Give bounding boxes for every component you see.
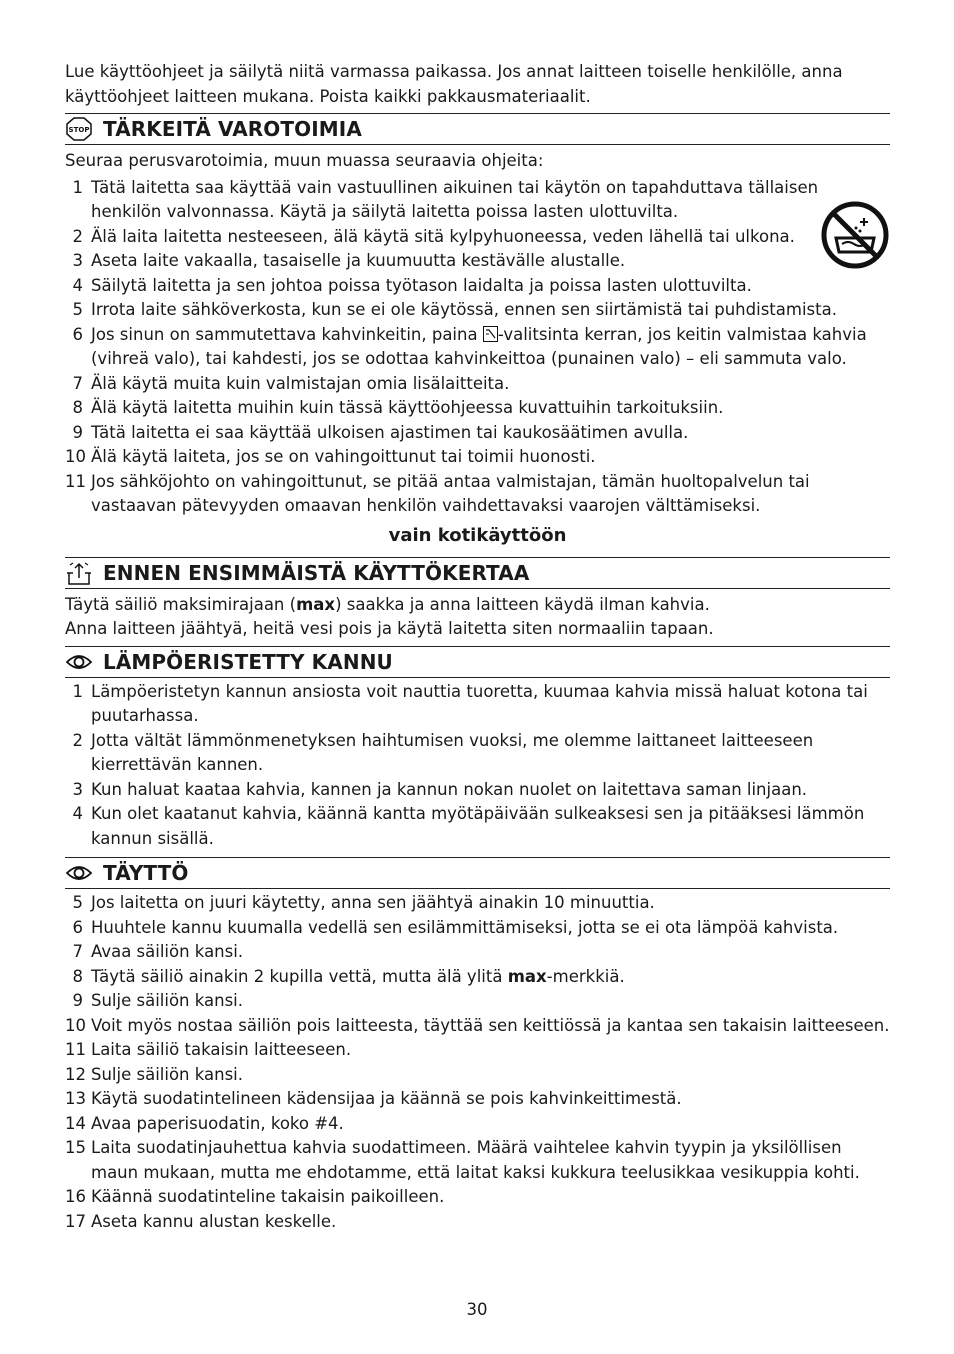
list-item: 8 Älä käytä laitetta muihin kuin tässä käyttöohjeessa kuvattuihin tarkoituksiin. <box>72 398 724 417</box>
intro-text: Lue käyttöohjeet ja säilytä niitä varmassa paikassa. Jos annat laitteen toiselle henkilölle, anna käyttöohjeet laitteen mukana. Poista kaikki pakkausmateriaalit. <box>65 62 843 106</box>
list-item: 12 Sulje säiliön kansi. <box>65 1064 244 1084</box>
section-header-first-use <box>65 557 890 589</box>
filling-list <box>65 891 890 1234</box>
list-item: 2 Älä laita laitetta nesteeseen, älä käytä sitä kylpyhuoneessa, veden lähellä tai ulkona. <box>72 226 795 246</box>
list-item: 4 Säilytä laitetta ja sen johtoa poissa työtason laidalta ja poissa lasten ulottuvilta. <box>72 275 752 295</box>
list-item: 10 Voit myös nostaa säiliön pois laitteesta, täyttää sen keittiössä ja kantaa sen takaisin laitteeseen. <box>65 1015 890 1035</box>
list-item: 8 Täytä säiliö ainakin 2 kupilla vettä, mutta älä ylitä max-merkkiä. <box>72 966 625 986</box>
eye-icon <box>65 650 93 674</box>
list-item: 2 Jotta vältät lämmönmenetyksen haihtumisen vuoksi, me olemme laittaneet laitteeseen kierrettävän kannen. <box>72 730 814 774</box>
list-item: 13 Käytä suodatintelineen kädensijaa ja käännä se pois kahvinkeittimestä. <box>65 1089 682 1108</box>
svg-text:STOP: STOP <box>68 126 90 134</box>
list-item: 11 Jos sähköjohto on vahingoittunut, se pitää antaa valmistajan, tämän huoltopalvelun tai vastaavan pätevyyden omaavan henkilön vaihdettavaksi vaarojen välttämiseksi. <box>65 471 810 515</box>
list-item: 15 Laita suodatinjauhettua kahvia suodattimeen. Määrä vaihtelee kahvin tyypin ja yksilöllisen maun mukaan, mutta me ehdotamme, että laitat kaksi kukkura teelusikkaa vesikuppia kohti. <box>65 1138 860 1182</box>
list-item: 14 Avaa paperisuodatin, koko #4. <box>65 1113 344 1133</box>
first-use-line-2: Anna laitteen jäähtyä, heitä vesi pois ja käytä laitetta siten normaaliin tapaan. <box>65 619 714 638</box>
list-item: 17 Aseta kannu alustan keskelle. <box>65 1211 337 1231</box>
list-item: 16 Käännä suodatinteline takaisin paikoilleen. <box>65 1187 445 1206</box>
box-unpack-icon <box>65 561 93 585</box>
list-item: 9 Tätä laitetta ei saa käyttää ulkoisen ajastimen tai kaukosäätimen avulla. <box>72 422 689 442</box>
section-header-filling <box>65 857 890 889</box>
list-item: 5 Jos laitetta on juuri käytetty, anna sen jäähtyä ainakin 10 minuuttia. <box>72 893 655 912</box>
section-header-thermal-jug <box>65 646 890 678</box>
section-lead: Seuraa perusvarotoimia, muun muassa seuraavia ohjeita: <box>65 151 544 170</box>
section-title: LÄMPÖERISTETTY KANNU <box>103 649 393 674</box>
section-title: TÄRKEITÄ VAROTOIMIA <box>103 117 362 141</box>
list-item: 10 Älä käytä laiteta, jos se on vahingoittunut tai toimii huonosti. <box>65 447 596 466</box>
list-item: 11 Laita säiliö takaisin laitteeseen. <box>65 1040 352 1059</box>
list-item: 7 Älä käytä muita kuin valmistajan omia lisälaitteita. <box>72 373 510 393</box>
stop-sign-icon <box>65 117 93 141</box>
list-item: 5 Irrota laite sähköverkosta, kun se ei ole käytössä, ennen sen siirtämistä tai puhdistamista. <box>72 300 837 319</box>
page-number: 30 <box>466 1300 488 1319</box>
list-item: 4 Kun olet kaatanut kahvia, käännä kantta myötäpäivään sulkeaksesi sen ja pitääksesi lämmön kannun sisällä. <box>72 804 865 848</box>
list-item: 6 Jos sinun on sammutettava kahvinkeitin, paina -valitsinta kerran, jos keitin valmistaa kahvia (vihreä valo), tai kahdesti, jos se odottaa kahvinkeittoa (punainen valo) – eli sammuta valo. <box>72 324 867 368</box>
safety-list <box>65 176 890 519</box>
section-header-safety <box>65 113 890 145</box>
list-item: 3 Kun haluat kaataa kahvia, kannen ja kannun nokan nuolet on laitettava saman linjaan. <box>72 779 808 799</box>
section-title: TÄYTTÖ <box>103 861 189 885</box>
thermal-jug-list <box>65 680 890 852</box>
section-title: ENNEN ENSIMMÄISTÄ KÄYTTÖKERTAA <box>103 560 530 585</box>
list-item: 7 Avaa säiliön kansi. <box>72 942 244 961</box>
household-use-note: vain kotikäyttöön <box>388 524 567 546</box>
list-item: 3 Aseta laite vakaalla, tasaiselle ja kuumuutta kestävälle alustalle. <box>72 251 626 270</box>
eye-icon <box>65 861 93 885</box>
manual-page <box>65 60 890 1234</box>
list-item: 1 Lämpöeristetyn kannun ansiosta voit nauttia tuoretta, kuumaa kahvia missä haluat kotona tai puutarhassa. <box>72 681 868 725</box>
on-off-switch-icon <box>483 325 498 341</box>
list-item: 1 Tätä laitetta saa käyttää vain vastuullinen aikuinen tai käytön on tapahduttava tällaisen henkilön valvonnassa. Käytä ja säilytä laitetta poissa lasten ulottuvilta. <box>72 177 819 221</box>
list-item: 9 Sulje säiliön kansi. <box>72 991 244 1010</box>
list-item: 6 Huuhtele kannu kuumalla vedellä sen esilämmittämiseksi, jotta se ei ota lämpöä kahvista. <box>72 917 839 937</box>
first-use-line-1: Täytä säiliö maksimirajaan (max) saakka ja anna laitteen käydä ilman kahvia. <box>65 594 710 614</box>
